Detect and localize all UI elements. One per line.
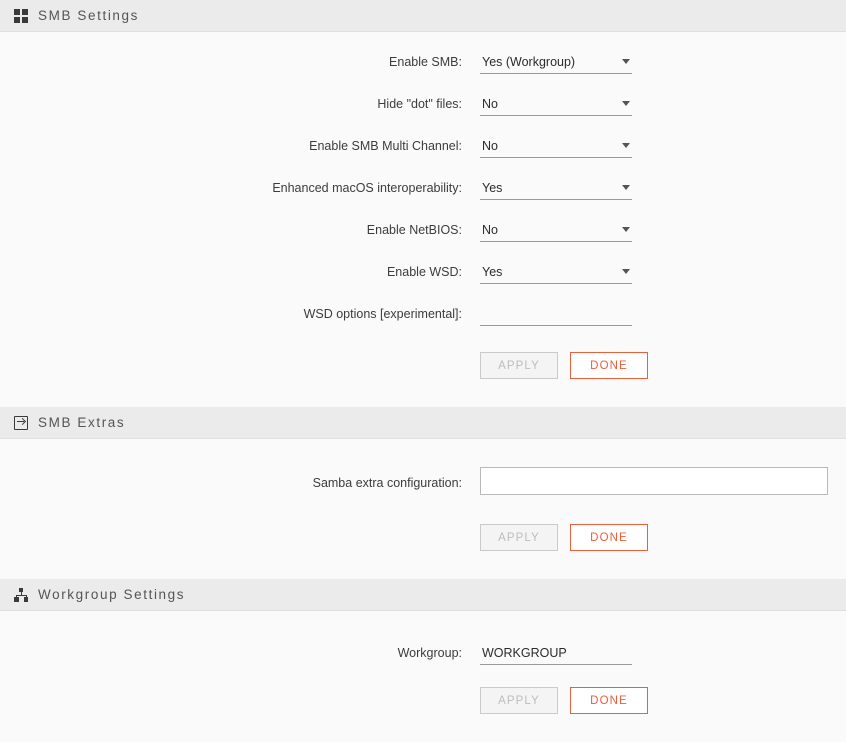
chevron-down-icon [622,227,630,232]
panel-title: Workgroup Settings [38,587,186,602]
form-row-hide-dot-files [0,92,846,116]
done-button-smb-extras[interactable]: DONE [570,524,648,551]
smb-settings-buttons [0,352,846,407]
label-netbios: Enable NetBIOS: [366,223,462,237]
form-row-smb-multi-channel [0,134,846,158]
workgroup-input[interactable] [480,641,632,665]
samba-extra-config-textarea[interactable] [480,467,828,495]
label-hide-dot-files: Hide "dot" files: [377,97,462,111]
label-wsd: Enable WSD: [386,265,462,279]
select-macos-interop-value: Yes [482,180,503,195]
chevron-down-icon [622,143,630,148]
field-netbios [480,218,632,242]
chevron-down-icon [622,59,630,64]
wsd-options-input[interactable] [480,302,632,326]
field-workgroup [480,641,632,665]
field-enable-smb [480,50,632,74]
form-row-macos-interop [0,176,846,200]
apply-button-smb-extras[interactable]: APPLY [480,524,558,551]
smb-extras-panel [0,407,846,579]
smb-settings-body [0,50,846,407]
workgroup-settings-body [0,641,846,742]
form-row-workgroup [0,641,846,665]
panel-title: SMB Extras [38,415,126,430]
field-wsd [480,260,632,284]
field-smb-multi-channel [480,134,632,158]
tiles-icon [14,9,28,23]
label-enable-smb: Enable SMB: [389,55,462,69]
field-hide-dot-files [480,92,632,116]
label-samba-extra-config: Samba extra configuration: [312,475,462,490]
select-netbios[interactable] [480,218,632,242]
select-enable-smb[interactable] [480,50,632,74]
panel-title: SMB Settings [38,8,139,23]
apply-button-smb-settings[interactable]: APPLY [480,352,558,379]
select-smb-multi-channel[interactable] [480,134,632,158]
apply-button-workgroup[interactable]: APPLY [480,687,558,714]
select-netbios-value: No [482,222,498,237]
label-workgroup: Workgroup: [397,646,462,660]
label-smb-multi-channel: Enable SMB Multi Channel: [309,139,462,153]
chevron-down-icon [622,101,630,106]
select-hide-dot-files-value: No [482,96,498,111]
form-row-wsd-options [0,302,846,326]
select-macos-interop[interactable] [480,176,632,200]
label-macos-interop: Enhanced macOS interoperability: [272,181,462,195]
form-row-enable-smb [0,50,846,74]
workgroup-settings-header [0,579,846,611]
field-wsd-options [480,302,632,326]
done-button-workgroup[interactable]: DONE [570,687,648,714]
select-smb-multi-channel-value: No [482,138,498,153]
smb-settings-header [0,0,846,32]
form-row-netbios [0,218,846,242]
chevron-down-icon [622,269,630,274]
select-wsd-value: Yes [482,264,503,279]
workgroup-settings-buttons [0,687,846,742]
smb-extras-header [0,407,846,439]
field-samba-extra-config [480,467,828,498]
chevron-down-icon [622,185,630,190]
smb-extras-buttons [0,524,846,579]
form-row-wsd [0,260,846,284]
select-hide-dot-files[interactable] [480,92,632,116]
label-wsd-options: WSD options [experimental]: [303,307,462,321]
select-enable-smb-value: Yes (Workgroup) [482,54,576,69]
square-arrow-icon [14,416,28,430]
done-button-smb-settings[interactable]: DONE [570,352,648,379]
form-row-samba-extra-config [0,467,846,498]
hierarchy-icon [14,588,28,602]
smb-extras-body [0,467,846,579]
field-macos-interop [480,176,632,200]
select-wsd[interactable] [480,260,632,284]
